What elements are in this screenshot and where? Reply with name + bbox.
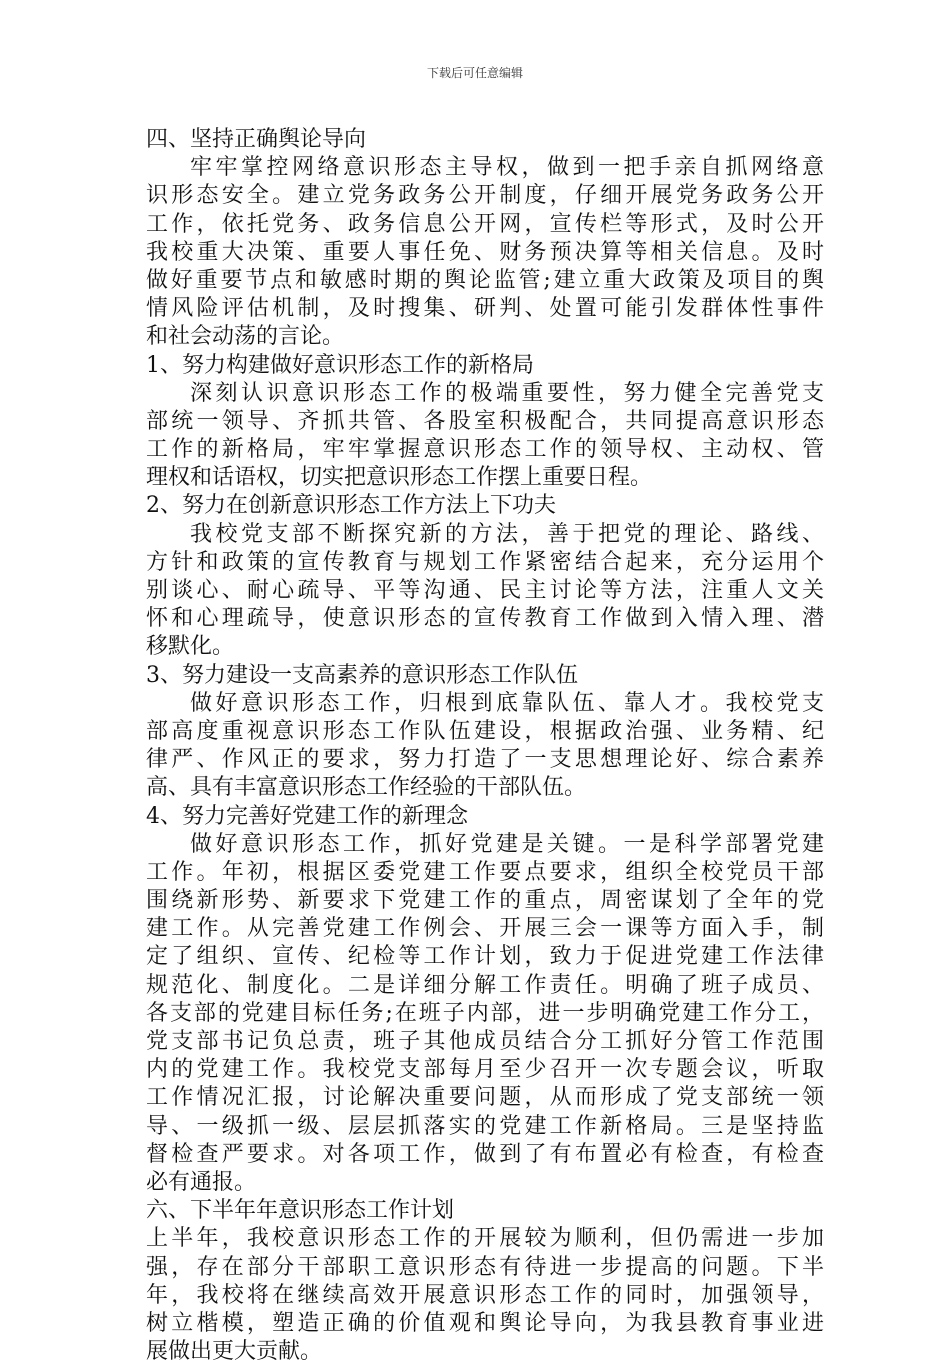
text-line: 展做出更大贡献。 [146,1339,323,1365]
text-line: 强，存在部分干部职工意识形态有待进一步提高的问题。下半 [146,1254,824,1280]
text-line: 做好重要节点和敏感时期的舆论监管;建立重大政策及项目的舆 [146,267,824,293]
text-line: 上半年，我校意识形态工作的开展较为顺利，但仍需进一步加 [146,1226,824,1252]
text-line: 定了组织、宣传、纪检等工作计划，致力于促进党建工作法律 [146,944,824,970]
text-line: 各支部的党建目标任务;在班子内部，进一步明确党建工作分工， [146,1000,824,1026]
text-line: 怀和心理疏导，使意识形态的宣传教育工作做到入情入理、潜 [146,606,824,632]
text-line: 和社会动荡的言论。 [146,324,345,350]
text-line: 建工作。从完善党建工作例会、开展三会一课等方面入手，制 [146,916,824,942]
text-line: 做好意识形态工作，抓好党建是关键。一是科学部署党建 [190,831,824,857]
section-heading: 六、下半年年意识形态工作计划 [146,1198,455,1224]
section-heading: 1、努力构建做好意识形态工作的新格局 [146,352,534,378]
text-line: 工作情况汇报，讨论解决重要问题，从而形成了党支部统一领 [146,1085,824,1111]
text-line: 内的党建工作。我校党支部每月至少召开一次专题会议，听取 [146,1057,824,1083]
text-line: 理权和话语权，切实把意识形态工作摆上重要日程。 [146,465,653,491]
text-line: 情风险评估机制，及时搜集、研判、处置可能引发群体性事件 [146,296,824,322]
text-line: 党支部书记负总责，班子其他成员结合分工抓好分管工作范围 [146,1029,824,1054]
text-line: 导、一级抓一级、层层抓落实的党建工作新格局。三是坚持监 [146,1113,824,1139]
text-line: 工作，依托党务、政务信息公开网，宣传栏等形式，及时公开 [146,211,824,237]
text-line: 移默化。 [146,634,235,660]
text-line: 规范化、制度化。二是详细分解工作责任。明确了班子成员、 [146,972,824,998]
section-heading: 3、努力建设一支高素养的意识形态工作队伍 [146,662,578,688]
section-heading: 2、努力在创新意识形态工作方法上下功夫 [146,493,556,519]
text-line: 牢牢掌控网络意识形态主导权，做到一把手亲自抓网络意 [190,155,824,181]
text-line: 树立楷模，塑造正确的价值观和舆论导向，为我县教育事业进 [146,1310,824,1336]
text-line: 年，我校将在继续高效开展意识形态工作的同时，加强领导， [146,1282,824,1308]
text-line: 律严、作风正的要求，努力打造了一支思想理论好、综合素养 [146,747,824,773]
text-line: 我校重大决策、重要人事任免、财务预决算等相关信息。及时 [146,239,824,265]
text-line: 我校党支部不断探究新的方法，善于把党的理论、路线、 [190,521,824,547]
text-line: 方针和政策的宣传教育与规划工作紧密结合起来，充分运用个 [146,549,824,575]
text-line: 必有通报。 [146,1169,257,1195]
text-line: 围绕新形势、新要求下党建工作的重点，周密谋划了全年的党 [146,888,824,914]
text-line: 高、具有丰富意识形态工作经验的干部队伍。 [146,775,587,801]
text-line: 工作的新格局，牢牢掌握意识形态工作的领导权、主动权、管 [146,437,824,463]
text-line: 部高度重视意识形态工作队伍建设，根据政治强、业务精、纪 [146,718,824,744]
section-heading: 四、坚持正确舆论导向 [146,127,367,152]
text-line: 深刻认识意识形态工作的极端重要性，努力健全完善党支 [190,380,824,406]
document-body [146,126,824,1366]
text-line: 工作。年初，根据区委党建工作要点要求，组织全校党员干部 [146,859,824,885]
page-header: 下载后可任意编辑 [426,66,523,80]
text-line: 督检查严要求。对各项工作，做到了有布置必有检查，有检查 [146,1141,824,1167]
text-line: 别谈心、耐心疏导、平等沟通、民主讨论等方法，注重人文关 [146,578,824,603]
text-line: 识形态安全。建立党务政务公开制度，仔细开展党务政务公开 [146,183,824,209]
text-line: 做好意识形态工作，归根到底靠队伍、靠人才。我校党支 [190,690,824,716]
text-line: 部统一领导、齐抓共管、各股室积极配合，共同提高意识形态 [146,408,824,434]
section-heading: 4、努力完善好党建工作的新理念 [146,803,468,829]
